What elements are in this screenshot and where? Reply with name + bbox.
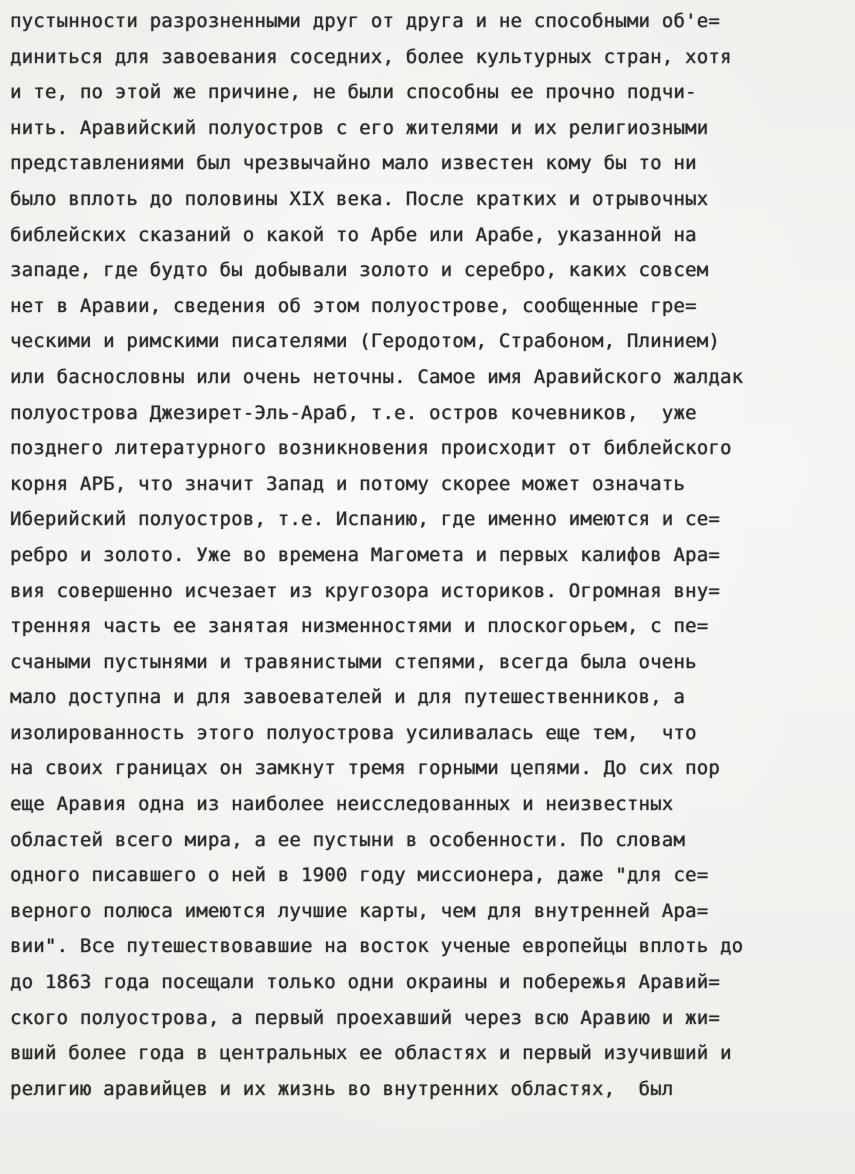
text-line: ребро и золото. Уже во времена Магомета и первых калифов Ара= — [10, 543, 720, 566]
text-line: вия совершенно исчезает из кругозора историков. Огромная вну= — [10, 579, 720, 602]
text-line: тренняя часть ее занятая низменностями и плоскогорьем, с пе= — [10, 615, 709, 638]
text-line: или баснословны или очень неточны. Самое имя Аравийского жалдак — [10, 365, 744, 388]
text-line: одного писавшего о ней в 1900 году миссионера, даже "для се= — [10, 864, 709, 887]
text-line: областей всего мира, а ее пустыни в особенности. По словам — [10, 828, 686, 851]
text-line: диниться для завоевания соседних, более культурных стран, хотя — [10, 45, 732, 68]
text-line: корня АРБ, что значит Запад и потому скорее может означать — [10, 472, 686, 495]
text-line: верного полюса имеются лучшие карты, чем для внутренней Ара= — [10, 899, 709, 922]
text-line: было вплоть до половины XIX века. После кратких и отрывочных — [10, 187, 709, 210]
text-line: полуострова Джезирет-Эль-Араб, т.е. остров кочевников, уже — [10, 401, 697, 424]
text-line: изолированность этого полуострова усиливалась еще тем, что — [10, 721, 697, 744]
text-line: Иберийский полуостров, т.е. Испанию, где именно имеются и се= — [10, 508, 720, 531]
text-line: мало доступна и для завоевателей и для путешественников, а — [10, 686, 686, 709]
text-line: и те, по этой же причине, не были способны ее прочно подчи- — [10, 81, 697, 104]
text-line: западе, где будто бы добывали золото и серебро, каких совсем — [10, 259, 709, 282]
text-line: счаными пустынями и травянистыми степями, всегда была очень — [10, 650, 697, 673]
text-line: ческими и римскими писателями (Геродотом, Страбоном, Плинием) — [10, 330, 720, 353]
text-line: нить. Аравийский полуостров с его жителями и их религиозными — [10, 116, 709, 139]
text-line: до 1863 года посещали только одни окраины и побережья Аравий= — [10, 971, 720, 994]
text-line: вии". Все путешествовавшие на восток ученые европейцы вплоть до — [10, 935, 744, 958]
text-line: вший более года в центральных ее областях и первый изучивший и — [10, 1042, 732, 1065]
text-line: нет в Аравии, сведения об этом полуострове, сообщенные гре= — [10, 294, 697, 317]
text-line: пустынности разрозненными друг от друга и не способными об'е= — [10, 10, 720, 32]
text-line: еще Аравия одна из наиболее неисследованных и неизвестных — [10, 793, 674, 816]
typewritten-text — [10, 4, 850, 1107]
text-line: ского полуострова, а первый проехавший через всю Аравию и жи= — [10, 1006, 720, 1029]
text-line: представлениями был чрезвычайно мало известен кому бы то ни — [10, 152, 697, 175]
text-line: на своих границах он замкнут тремя горными цепями. До сих пор — [10, 757, 720, 780]
text-line: позднего литературного возникновения происходит от библейского — [10, 437, 732, 460]
text-line: религию аравийцев и их жизнь во внутренних областях, был — [10, 1077, 674, 1100]
text-line: библейских сказаний о какой то Арбе или Арабе, указанной на — [10, 223, 697, 246]
